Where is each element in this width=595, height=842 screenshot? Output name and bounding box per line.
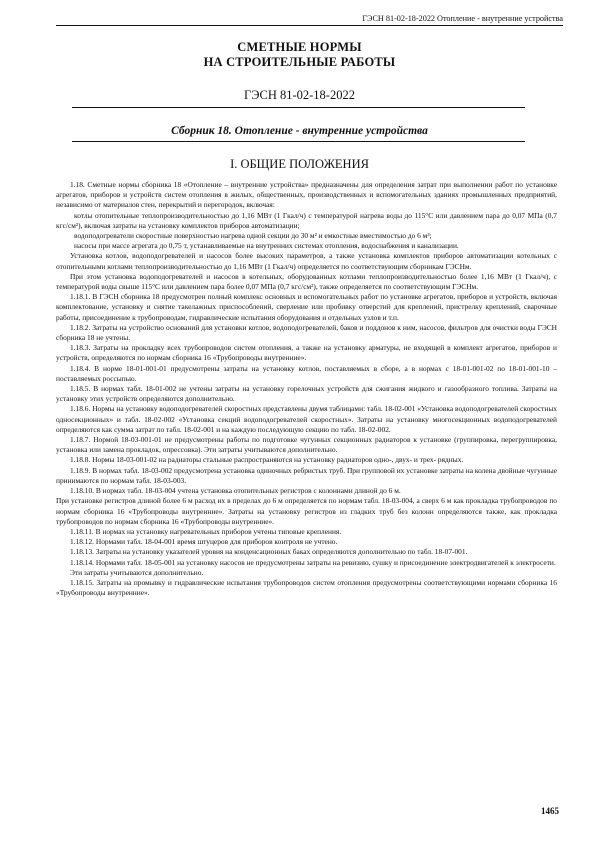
paragraph: Эти затраты учитываются дополнительно. xyxy=(70,567,204,577)
paragraph: При установке регистров длиной более 6 м расход их в пределах до 6 м определяется по нормам табл. 18-03-004, а сверх 6 м как прокладка трубопроводов по нормам сборника 16 «Трубопроводы внутренние». Затраты на установку регистров из гладких труб без колонн определяются также, как прокладка трубопроводов по нормам сборника 16 «Трубопроводы внутренние». xyxy=(56,496,557,526)
page-number: 1465 xyxy=(541,806,559,816)
paragraph: 1.18. Сметные нормы сборника 18 «Отопление – внутренние устройства» предназначены для определения затрат при выполнении работ по установке агрегатов, приборов и устройств систем отопления в жилых, общественных, производственных и вспомогательных зданиях промышленных предприятий, независимо от материалов стен, перекрытий и перегородок, включая: xyxy=(56,180,557,210)
paragraph: 1.18.10. В нормах табл. 18-03-004 учтена установка отопительных регистров с колоннами длиной до 6 м. xyxy=(70,486,401,496)
paragraph: 1.18.15. Затраты на промывку и гидравлические испытания трубопроводов систем отопления предусмотрены соответствующими нормами сборника 16 «Трубопроводы внутренние». xyxy=(56,577,557,598)
paragraph: 1.18.6. Нормы на установку водоподогревателей скоростных представлены двумя таблицами: табл. 18-02-001 «Установка водоподогревателей скоростных односекционных» и табл. 18-02-002 «Установка секций водоподогревателей скоростных». Затраты на установку многосекционных водоподогревателей определяются как сумма затрат по табл. 18-02-001 и на каждую последующую секцию по табл. 18-02-002. xyxy=(56,404,557,434)
running-header: ГЭСН 81-02-18-2022 Отопление - внутренние устройства xyxy=(362,14,563,23)
paragraph: 1.18.5. В нормах табл. 18-01-002 не учтены затраты на установку горелочных устройств для сжигания жидкого и газообразного топлива. Затраты на установку этих устройств определяются дополнительно. xyxy=(56,384,557,404)
paragraph: 1.18.11. В нормах на установку нагревательных приборов учтены типовые крепления. xyxy=(70,526,342,536)
paragraph: 1.18.12. Нормами табл. 18-04-001 время штуцеров для приборов контроля не учтено. xyxy=(70,537,338,547)
document-code: ГЭСН 81-02-18-2022 xyxy=(244,88,355,102)
section-title: I. ОБЩИЕ ПОЛОЖЕНИЯ xyxy=(230,157,369,171)
paragraph: 1.18.8. Нормы 18-03-001-02 на радиаторы стальные распространяются на установку радиаторов одно-, двух- и трех- рядных. xyxy=(70,455,464,465)
paragraph: При этом установка водоподогревателей и насосов в котельных, оборудованных котлами теплопроизводительностью более 1,16 МВт (1 Гкал/ч), с температурой воды свыше 115°С или давлением пара более 0,07 МПа (0,7 кгс/см²), также определяется по соответствующим ГЭСНм. xyxy=(56,271,557,292)
paragraph: 1.18.1. В ГЭСН сборника 18 предусмотрен полный комплекс основных и вспомогательных работ по установке агрегатов, приборов и устройств, включая комплектование, установку и снятие такелажных приспособлений, сверление или пробивку отверстий для креплений, пристрелку креплений, сварочные работы, присоединение к трубопроводам, гидравлические испытания оборудования и отдельных узлов и т.п. xyxy=(56,292,557,322)
collection-divider xyxy=(72,141,525,142)
main-title-line-1: СМЕТНЫЕ НОРМЫ xyxy=(237,40,362,54)
code-divider xyxy=(72,107,525,108)
paragraph: 1.18.3. Затраты на прокладку всех трубопроводов систем отопления, а также на установку арматуры, не входящей в комплект агрегатов, приборов и устройств, определяются по нормам сборника 16 «Трубопроводы внутренние». xyxy=(56,343,557,363)
paragraph: 1.18.2. Затраты на устройство оснований для установки котлов, водоподогревателей, баков и поддонов к ним, насосов, фильтров для очистки воды ГЭСН сборника 18 не учтены. xyxy=(56,322,557,343)
paragraph: 1.18.4. В норме 18-01-001-01 предусмотрены затраты на установку котлов, поставляемых в сборе, а в нормах с 18-01-001-02 по 18-01-001-10 – поставляемых россыпью. xyxy=(56,363,557,383)
main-title xyxy=(56,40,543,70)
header-divider xyxy=(56,25,563,26)
collection-title: Сборник 18. Отопление - внутренние устройства xyxy=(171,125,428,137)
body-text xyxy=(56,180,557,598)
main-title-line-2: НА СТРОИТЕЛЬНЫЕ РАБОТЫ xyxy=(203,55,396,69)
paragraph: 1.18.9. В нормах табл. 18-03-002 предусмотрена установка одиночных ребристых труб. При групповой их установке затраты на колена двойные чугунные принимаются по нормам табл. 18-03-003. xyxy=(56,465,557,485)
paragraph: 1.18.14. Нормами табл. 18-05-001 на установку насосов не предусмотрены затраты на ревизию, сушку и присоединение электродвигателей к электросети. xyxy=(70,557,556,567)
paragraph: Установка котлов, водоподогревателей и насосов более высоких параметров, а также установка комплектов приборов автоматизации котельных с отопительными котлами теплопроизводительностью до 1,16 МВт (1 Гкал/ч) определяется по соответствующим сборникам ГЭСНм. xyxy=(56,251,557,271)
paragraph: насосы при массе агрегата до 0,75 т, устанавливаемые на внутренних системах отопления, водоснабжения и канализации. xyxy=(74,241,459,251)
paragraph: 1.18.13. Затраты на установку указателей уровня на конденсационных баках определяются дополнительно по табл. 18-07-001. xyxy=(70,547,468,557)
paragraph: водоподогреватели скоростные поверхностью нагрева одной секции до 30 м² и емкостные вместимостью до 6 м³; xyxy=(74,231,432,241)
paragraph: котлы отопительные теплопроизводительностью до 1,16 МВт (1 Гкал/ч) с температурой нагрева воды до 115°С или давлением пара до 0,07 МПа (0,7 кгс/см²), включая затраты на установку комплектов приборов автоматизации; xyxy=(56,210,557,230)
paragraph: 1.18.7. Нормой 18-03-001-01 не предусмотрены работы по подготовке чугунных секционных радиаторов к установке (группировка, перегруппировка, установка или замена прокладок, опрессовка). Эти затраты учитываются дополнительно. xyxy=(56,435,557,455)
